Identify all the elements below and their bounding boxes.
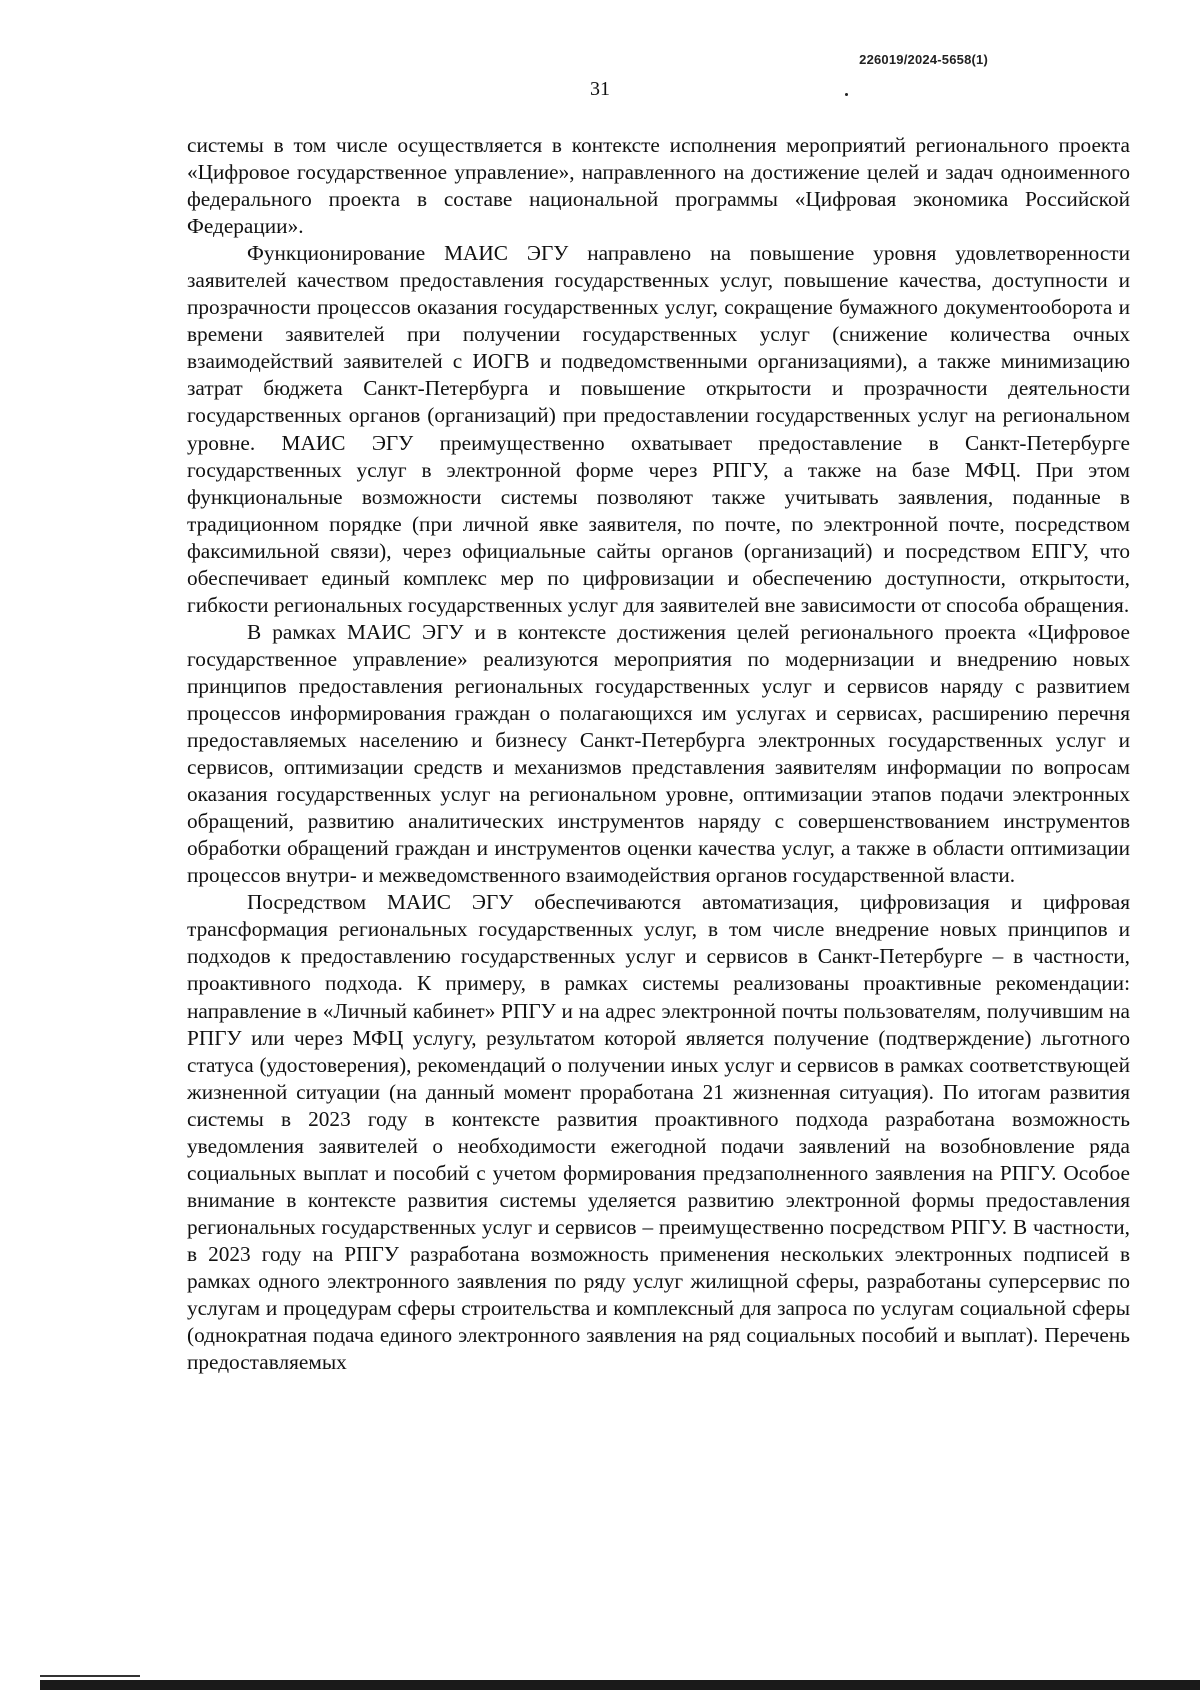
- paragraph-1: системы в том числе осуществляется в контексте исполнения мероприятий регионального проекта «Цифровое государственное управление», направленного на достижение целей и задач одноименного федерального проекта в составе национальной программы «Цифровая экономика Российской Федерации».: [187, 133, 1130, 239]
- scan-edge-line: [40, 1675, 140, 1677]
- scan-bottom-edge: [40, 1680, 1200, 1690]
- paragraph-4: Посредством МАИС ЭГУ обеспечиваются автоматизация, цифровизация и цифровая трансформация региональных государственных услуг, в том числе внедрение новых принципов и подходов к предоставлению государственных услуг и сервисов в Санкт-Петербурге – в частности, проактивного подхода. К примеру, в рамках системы реализованы проактивные рекомендации: направление в «Личный кабинет» РПГУ и на адрес электронной почты пользователям, получившим на РПГУ или через МФЦ услугу, результатом которой является получение (подтверждение) льготного статуса (удостоверения), рекомендаций о получении иных услуг и сервисов в рамках соответствующей жизненной ситуации (на данный момент проработана 21 жизненная ситуация). По итогам развития системы в 2023 году в контексте развития проактивного подхода разработана возможность уведомления заявителей о необходимости ежегодной подачи заявлений на возобновление ряда социальных выплат и пособий с учетом формирования предзаполненного заявления на РПГУ. Особое внимание в контексте развития системы уделяется развитию электронной формы предоставления региональных государственных услуг и сервисов – преимущественно посредством РПГУ. В частности, в 2023 году на РПГУ разработана возможность применения нескольких электронных подписей в рамках одного электронного заявления по ряду услуг жилищной сферы, разработаны суперсервис по услугам и процедурам сферы строительства и комплексный для запроса по услугам социальной сферы (однократная подача единого электронного заявления на ряд социальных пособий и выплат). Перечень предоставляемых: [187, 890, 1130, 1375]
- page-number: 31: [590, 78, 610, 100]
- paragraph-3: В рамках МАИС ЭГУ и в контексте достижения целей регионального проекта «Цифровое государственное управление» реализуются мероприятия по модернизации и внедрению новых принципов предоставления региональных государственных услуг и сервисов наряду с развитием процессов информирования граждан о полагающихся им услугах и сервисах, расширению перечня предоставляемых населению и бизнесу Санкт-Петербурга электронных государственных услуг и сервисов, оптимизации средств и механизмов представления заявителям информации по вопросам оказания государственных услуг на региональном уровне, оптимизации этапов подачи электронных обращений, развитию аналитических инструментов наряду с совершенствованием инструментов обработки обращений граждан и инструментов оценки качества услуг, а также в области оптимизации процессов внутри- и межведомственного взаимодействия органов государственной власти.: [187, 619, 1130, 888]
- document-registration-number: 226019/2024-5658(1): [859, 52, 988, 67]
- document-body: [187, 132, 1130, 1376]
- scan-artifact-dot: [845, 93, 848, 96]
- paragraph-2: Функционирование МАИС ЭГУ направлено на повышение уровня удовлетворенности заявителей качеством предоставления государственных услуг, повышение качества, доступности и прозрачности процессов оказания государственных услуг, сокращение бумажного документооборота и времени заявителей при получении государственных услуг (снижение количества очных взаимодействий заявителей с ИОГВ и подведомственными организациями), а также минимизацию затрат бюджета Санкт-Петербурга и повышение открытости и прозрачности деятельности государственных органов (организаций) при предоставлении государственных услуг на региональном уровне. МАИС ЭГУ преимущественно охватывает предоставление в Санкт-Петербурге государственных услуг в электронной форме через РПГУ, а также на базе МФЦ. При этом функциональные возможности системы позволяют также учитывать заявления, поданные в традиционном порядке (при личной явке заявителя, по почте, по электронной почте, посредством факсимильной связи), через официальные сайты органов (организаций) и посредством ЕПГУ, что обеспечивает единый комплекс мер по цифровизации и обеспечению доступности, открытости, гибкости региональных государственных услуг для заявителей вне зависимости от способа обращения.: [187, 241, 1130, 617]
